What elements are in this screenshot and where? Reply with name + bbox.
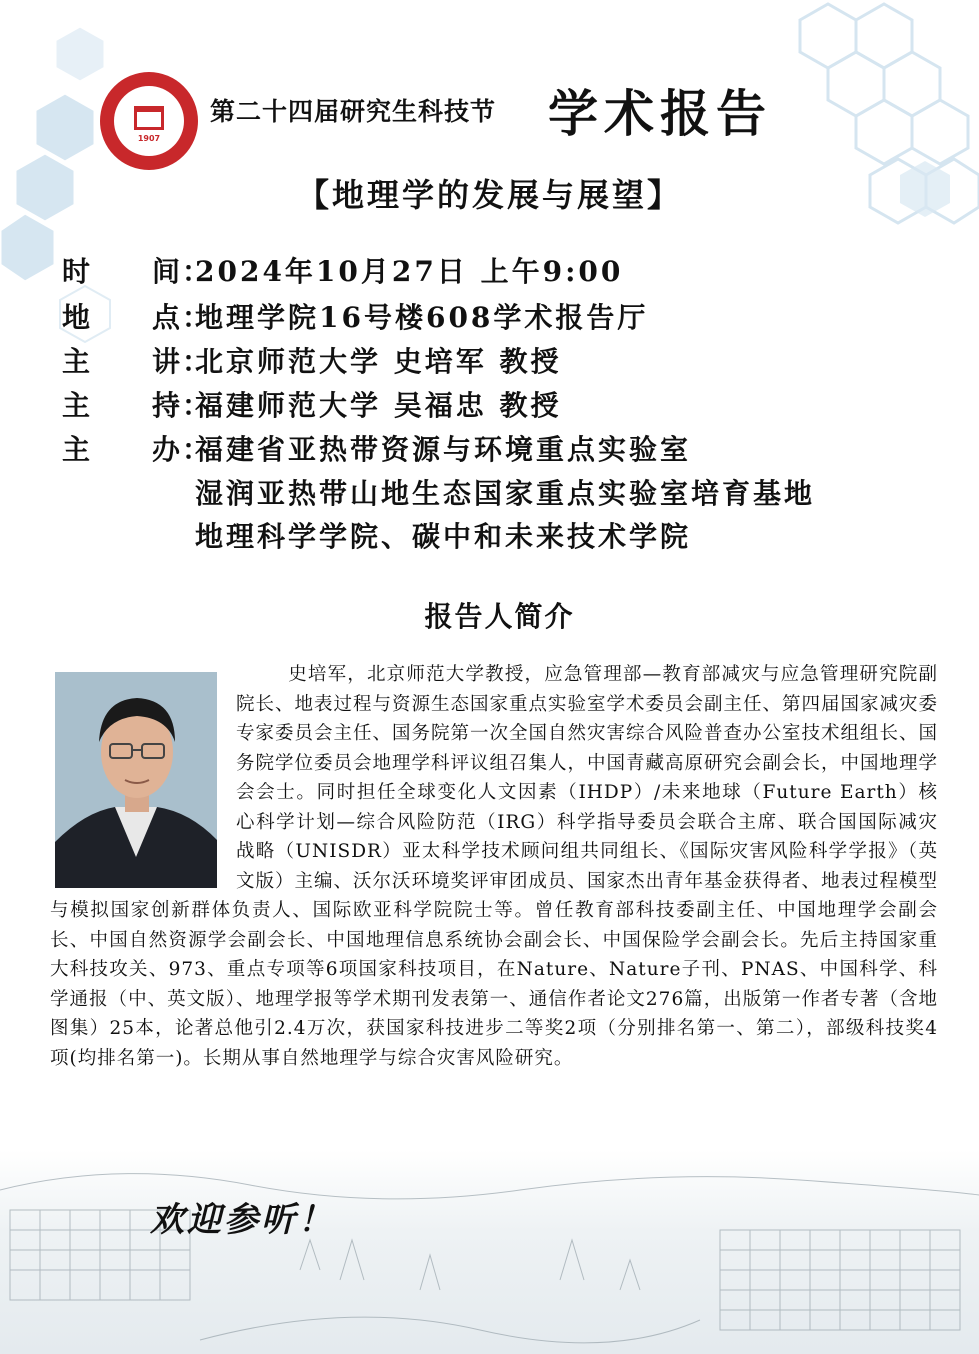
organizer-line-2: 湿润亚热带山地生态国家重点实验室培育基地	[195, 477, 816, 510]
report-topic: 【地理学的发展与展望】	[296, 176, 682, 214]
campus-sketch-illustration	[0, 1150, 979, 1354]
welcome-message: 欢迎参听！	[150, 1200, 335, 1240]
logo-building-icon	[134, 106, 164, 130]
info-value-organizer: 福建省亚热带资源与环境重点实验室	[195, 433, 692, 466]
festival-name: 第二十四届研究生科技节	[210, 97, 497, 126]
speaker-bio	[50, 660, 938, 1073]
organizer-line-3: 地理科学学院、碳中和未来技术学院	[195, 520, 692, 553]
bio-text: 史培军，北京师范大学教授，应急管理部—教育部减灾与应急管理研究院副院长、地表过程与资源生态国家重点实验室学术委员会副主任、第四届国家减灾委专家委员会主任、国务院第一次全国自然灾害综合风险普查办公室技术组组长、国务院学位委员会地理学科评议组召集人，中国青藏高原研究会副会长，中国地理学会会士。同时担任全球变化人文因素（IHDP）/未来地球（Future Earth）核心科学计划—综合风险防范（IRG）科学指导委员会联合主席、联合国国际减灾战略（UNISDR）亚太科学技术顾问组共同组长、《国际灾害风险科学学报》（英文版）主编、沃尔沃环境奖评审团成员、国家杰出青年基金获得者、地表过程模型与模拟国家创新群体负责人、国际欧亚科学院院士等。曾任教育部科技委副主任、中国地理学会副会长、中国自然资源学会副会长、中国地理信息系统协会副会长、中国保险学会副会长。先后主持国家重大科技攻关、973、重点专项等6项国家科技项目，在Nature、Nature子刊、PNAS、中国科学、科学通报（中、英文版）、地理学报等学术期刊发表第一、通信作者论文276篇，出版第一作者专著（含地图集）25本，论著总他引2.4万次，获国家科技进步二等奖2项（分别排名第一、第二），部级科技奖4项(均排名第一)。长期从事自然地理学与综合灾害风险研究。	[50, 664, 939, 1069]
info-value-speaker: 北京师范大学 史培军 教授	[195, 345, 562, 378]
bio-section-title: 报告人简介	[424, 600, 575, 633]
info-value-time: 2024年10月27日 上午9:00	[195, 255, 624, 288]
university-logo	[100, 72, 198, 170]
info-label-time: 时 间：	[62, 255, 213, 288]
page-title: 学术报告	[548, 84, 772, 143]
info-label-speaker: 主 讲：	[62, 345, 213, 378]
info-label-place: 地 点：	[62, 301, 213, 334]
info-value-host: 福建师范大学 吴福忠 教授	[195, 389, 562, 422]
info-label-host: 主 持：	[62, 389, 213, 422]
photo-spacer	[50, 660, 236, 896]
info-value-place: 地理学院16号楼608学术报告厅	[195, 301, 649, 334]
info-label-organizer: 主 办：	[62, 433, 213, 466]
logo-year: 1907	[137, 134, 161, 143]
logo-inner-circle	[114, 86, 184, 156]
